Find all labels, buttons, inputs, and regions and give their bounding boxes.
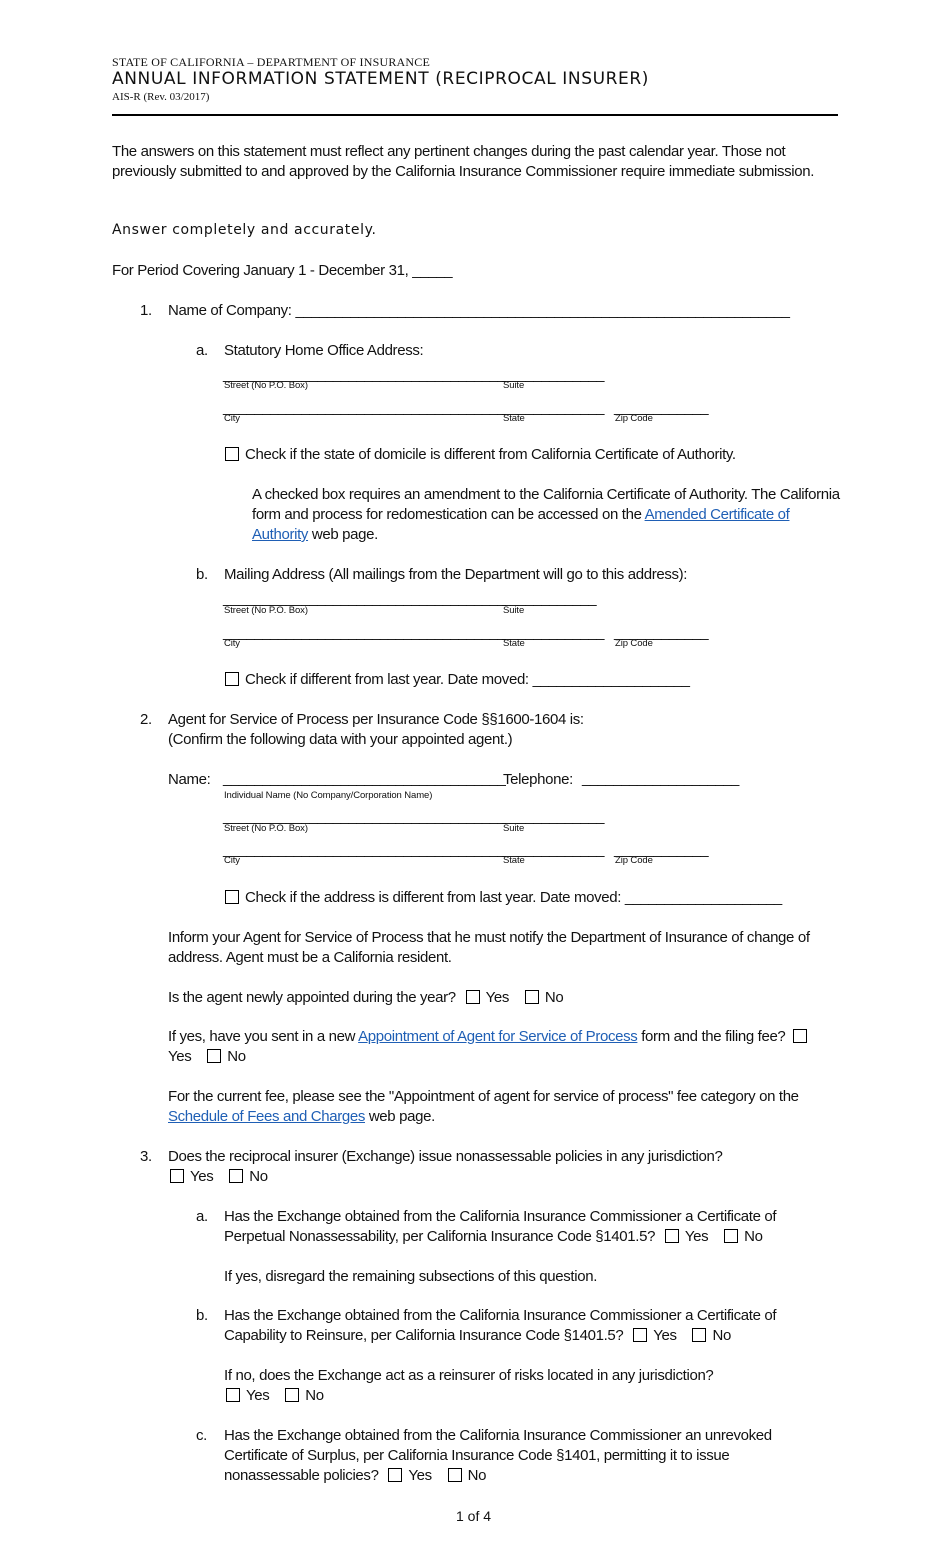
q3a-note: If yes, disregard the remaining subsections of this question.	[224, 1268, 598, 1285]
agent-suite-field[interactable]: _____________	[502, 808, 604, 825]
agent-phone-label: Telephone:	[503, 771, 573, 788]
q3c-line3-row	[224, 1466, 486, 1486]
q1-company-name-field[interactable]	[168, 301, 790, 321]
agent-phone-field[interactable]: ____________________	[582, 770, 739, 787]
agent-newly-no-label: No	[544, 989, 564, 1006]
mail-city-caption: City	[224, 638, 240, 649]
q3c-line3: nonassessable policies?	[224, 1467, 379, 1484]
q3-yes-label: Yes	[190, 1168, 214, 1185]
home-city-field[interactable]: ____________________________________	[223, 399, 506, 416]
q3a-line2-row	[224, 1227, 763, 1247]
home-zip-caption: Zip Code	[615, 413, 653, 424]
q3-no-checkbox[interactable]	[229, 1169, 243, 1183]
home-state-field[interactable]: _____________	[502, 399, 604, 416]
q1a-label: Statutory Home Office Address:	[224, 342, 424, 359]
period-line: For Period Covering January 1 - December 31, _____	[112, 262, 453, 279]
q2-line1: Agent for Service of Process per Insurance Code §§1600-1604 is:	[168, 711, 584, 728]
domicile-checkbox[interactable]	[225, 447, 239, 461]
instruction-text: Answer completely and accurately.	[112, 222, 377, 238]
mail-city-field[interactable]: ____________________________________	[223, 624, 506, 641]
q3-no-label: No	[249, 1168, 268, 1185]
agent-sent-no-label: No	[227, 1048, 246, 1065]
mailing-moved-date-field[interactable]: ____________________	[532, 671, 690, 688]
q1b-number: b.	[196, 566, 208, 583]
intro-paragraph: The answers on this statement must reflect any pertinent changes during the past calendar year. Those not previously submitted to and approved by the California Insurance Commissioner require immediate submission.	[112, 143, 815, 180]
agent-newly-no-checkbox[interactable]	[525, 990, 539, 1004]
agent-zip-caption: Zip Code	[615, 855, 653, 866]
agent-moved-checkbox[interactable]	[225, 890, 239, 904]
agency-name: STATE OF CALIFORNIA – DEPARTMENT OF INSURANCE	[112, 55, 431, 69]
agent-inform-note: Inform your Agent for Service of Process that he must notify the Department of Insurance of change of address. Agent must be a California resident.	[168, 929, 810, 966]
agent-state-caption: State	[503, 855, 525, 866]
agent-moved-row	[225, 888, 782, 908]
home-suite-field[interactable]: _____________	[502, 366, 604, 383]
company-name-blank[interactable]: _______________________________________________________________	[295, 302, 790, 319]
q3c-yes-checkbox[interactable]	[388, 1468, 402, 1482]
q3c-yes-label: Yes	[408, 1467, 432, 1484]
q3c-no-checkbox[interactable]	[448, 1468, 462, 1482]
q1b-label: Mailing Address (All mailings from the Department will go to this address):	[224, 566, 688, 583]
q3c-no-label: No	[467, 1467, 487, 1484]
q3-yes-checkbox[interactable]	[170, 1169, 184, 1183]
form-title: ANNUAL INFORMATION STATEMENT (RECIPROCAL INSURER)	[112, 69, 650, 89]
agent-name-caption: Individual Name (No Company/Corporation Name)	[224, 790, 433, 801]
mail-street-field[interactable]: ____________________________________	[223, 590, 506, 607]
mail-suite-field[interactable]: ____________	[502, 590, 597, 607]
home-state-caption: State	[503, 413, 525, 424]
q3a-no-checkbox[interactable]	[724, 1229, 738, 1243]
mailing-moved-checkbox[interactable]	[225, 672, 239, 686]
agent-sent-yes-label: Yes	[168, 1048, 192, 1065]
page-number: 1 of 4	[456, 1508, 492, 1524]
q3b-follow-no-label: No	[305, 1387, 324, 1404]
q2-line2: (Confirm the following data with your appointed agent.)	[168, 731, 513, 748]
agent-street-field[interactable]: ____________________________________	[223, 808, 506, 825]
agent-zip-field[interactable]: ____________	[614, 841, 709, 858]
agent-suite-caption: Suite	[503, 823, 525, 834]
mail-suite-caption: Suite	[503, 605, 525, 616]
agent-name-label: Name:	[168, 771, 211, 788]
q3-question: Does the reciprocal insurer (Exchange) issue nonassessable policies in any jurisdiction?	[168, 1148, 723, 1165]
fee-pre: For the current fee, please see the "Appointment of agent for service of process" fee category on the	[168, 1088, 799, 1105]
amended-certificate-link[interactable]: Amended Certificate of Authority	[252, 506, 790, 543]
q3c-line2: Certificate of Surplus, per California Insurance Code §1401, permitting it to issue	[224, 1447, 730, 1464]
q3b-line1: Has the Exchange obtained from the California Insurance Commissioner a Certificate of	[224, 1307, 777, 1324]
q3a-line1: Has the Exchange obtained from the California Insurance Commissioner a Certificate of	[224, 1208, 777, 1225]
mail-state-caption: State	[503, 638, 525, 649]
q3a-no-label: No	[744, 1228, 763, 1245]
q3b-follow-no-checkbox[interactable]	[285, 1388, 299, 1402]
q3b-no-label: No	[712, 1327, 731, 1344]
q3a-number: a.	[196, 1208, 208, 1225]
q3b-yes-checkbox[interactable]	[633, 1328, 647, 1342]
q1-label: Name of Company:	[168, 302, 292, 319]
agent-sent-yes-checkbox[interactable]	[793, 1029, 807, 1043]
amend-note	[252, 485, 842, 545]
q3-answer-row	[170, 1167, 268, 1187]
agent-sent-row	[168, 1027, 828, 1067]
agent-moved-label: Check if the address is different from last year. Date moved:	[245, 889, 622, 906]
q3c-number: c.	[196, 1427, 207, 1444]
appointment-agent-link[interactable]: Appointment of Agent for Service of Process	[358, 1028, 638, 1045]
amend-text: A checked box requires an amendment to the California Certificate of Authority. The California form and process for redomestication can be accessed on the	[252, 486, 840, 523]
agent-city-caption: City	[224, 855, 240, 866]
form-revision: AIS-R (Rev. 03/2017)	[112, 91, 210, 103]
mail-zip-field[interactable]: ____________	[614, 624, 709, 641]
header-divider	[112, 114, 838, 116]
agent-newly-yes-checkbox[interactable]	[466, 990, 480, 1004]
q3b-line2: Capability to Reinsure, per California Insurance Code §1401.5?	[224, 1327, 624, 1344]
q3b-follow-answer-row	[226, 1386, 324, 1406]
agent-newly-yes-label: Yes	[485, 989, 510, 1006]
home-zip-field[interactable]: ____________	[614, 399, 709, 416]
q3b-line2-row	[224, 1326, 731, 1346]
q3-number: 3.	[140, 1148, 152, 1165]
home-street-field[interactable]: ____________________________________	[223, 366, 506, 383]
q1a-number: a.	[196, 342, 208, 359]
q1-number: 1.	[140, 302, 152, 319]
agent-name-field[interactable]: ____________________________________	[223, 770, 506, 787]
agent-newly-row	[168, 988, 563, 1008]
amend-tail: web page.	[311, 526, 378, 543]
mailing-moved-row	[225, 670, 689, 690]
domicile-check-row	[225, 445, 736, 465]
q2-number: 2.	[140, 711, 152, 728]
q3a-yes-label: Yes	[684, 1228, 709, 1245]
mail-state-field[interactable]: _____________	[502, 624, 604, 641]
q3b-yes-label: Yes	[653, 1327, 677, 1344]
mail-street-caption: Street (No P.O. Box)	[224, 605, 308, 616]
q3b-follow-yes-checkbox[interactable]	[226, 1388, 240, 1402]
agent-sent-pre: If yes, have you sent in a new	[168, 1028, 356, 1045]
q3c-line1: Has the Exchange obtained from the California Insurance Commissioner an unrevoked	[224, 1427, 772, 1444]
home-street-caption: Street (No P.O. Box)	[224, 380, 308, 391]
agent-sent-no-checkbox[interactable]	[207, 1049, 221, 1063]
mailing-moved-label: Check if different from last year. Date moved:	[245, 671, 529, 688]
home-suite-caption: Suite	[503, 380, 525, 391]
domicile-check-label: Check if the state of domicile is different from California Certificate of Authority.	[245, 446, 736, 463]
schedule-fees-link[interactable]: Schedule of Fees and Charges	[168, 1108, 365, 1125]
agent-newly-question: Is the agent newly appointed during the year?	[168, 989, 456, 1006]
q3b-follow-yes-label: Yes	[246, 1387, 270, 1404]
q3a-yes-checkbox[interactable]	[665, 1229, 679, 1243]
agent-sent-post: form and the filing fee?	[641, 1028, 786, 1045]
q3b-number: b.	[196, 1307, 208, 1324]
agent-state-field[interactable]: _____________	[502, 841, 604, 858]
home-city-caption: City	[224, 413, 240, 424]
mail-zip-caption: Zip Code	[615, 638, 653, 649]
fee-post: web page.	[368, 1108, 435, 1125]
q3a-line2: Perpetual Nonassessability, per California Insurance Code §1401.5?	[224, 1228, 656, 1245]
q3b-no-checkbox[interactable]	[692, 1328, 706, 1342]
agent-city-field[interactable]: ____________________________________	[223, 841, 506, 858]
fee-note	[168, 1087, 828, 1127]
agent-moved-date-field[interactable]: ____________________	[624, 889, 782, 906]
q3b-follow: If no, does the Exchange act as a reinsurer of risks located in any jurisdiction?	[224, 1367, 714, 1384]
agent-street-caption: Street (No P.O. Box)	[224, 823, 308, 834]
